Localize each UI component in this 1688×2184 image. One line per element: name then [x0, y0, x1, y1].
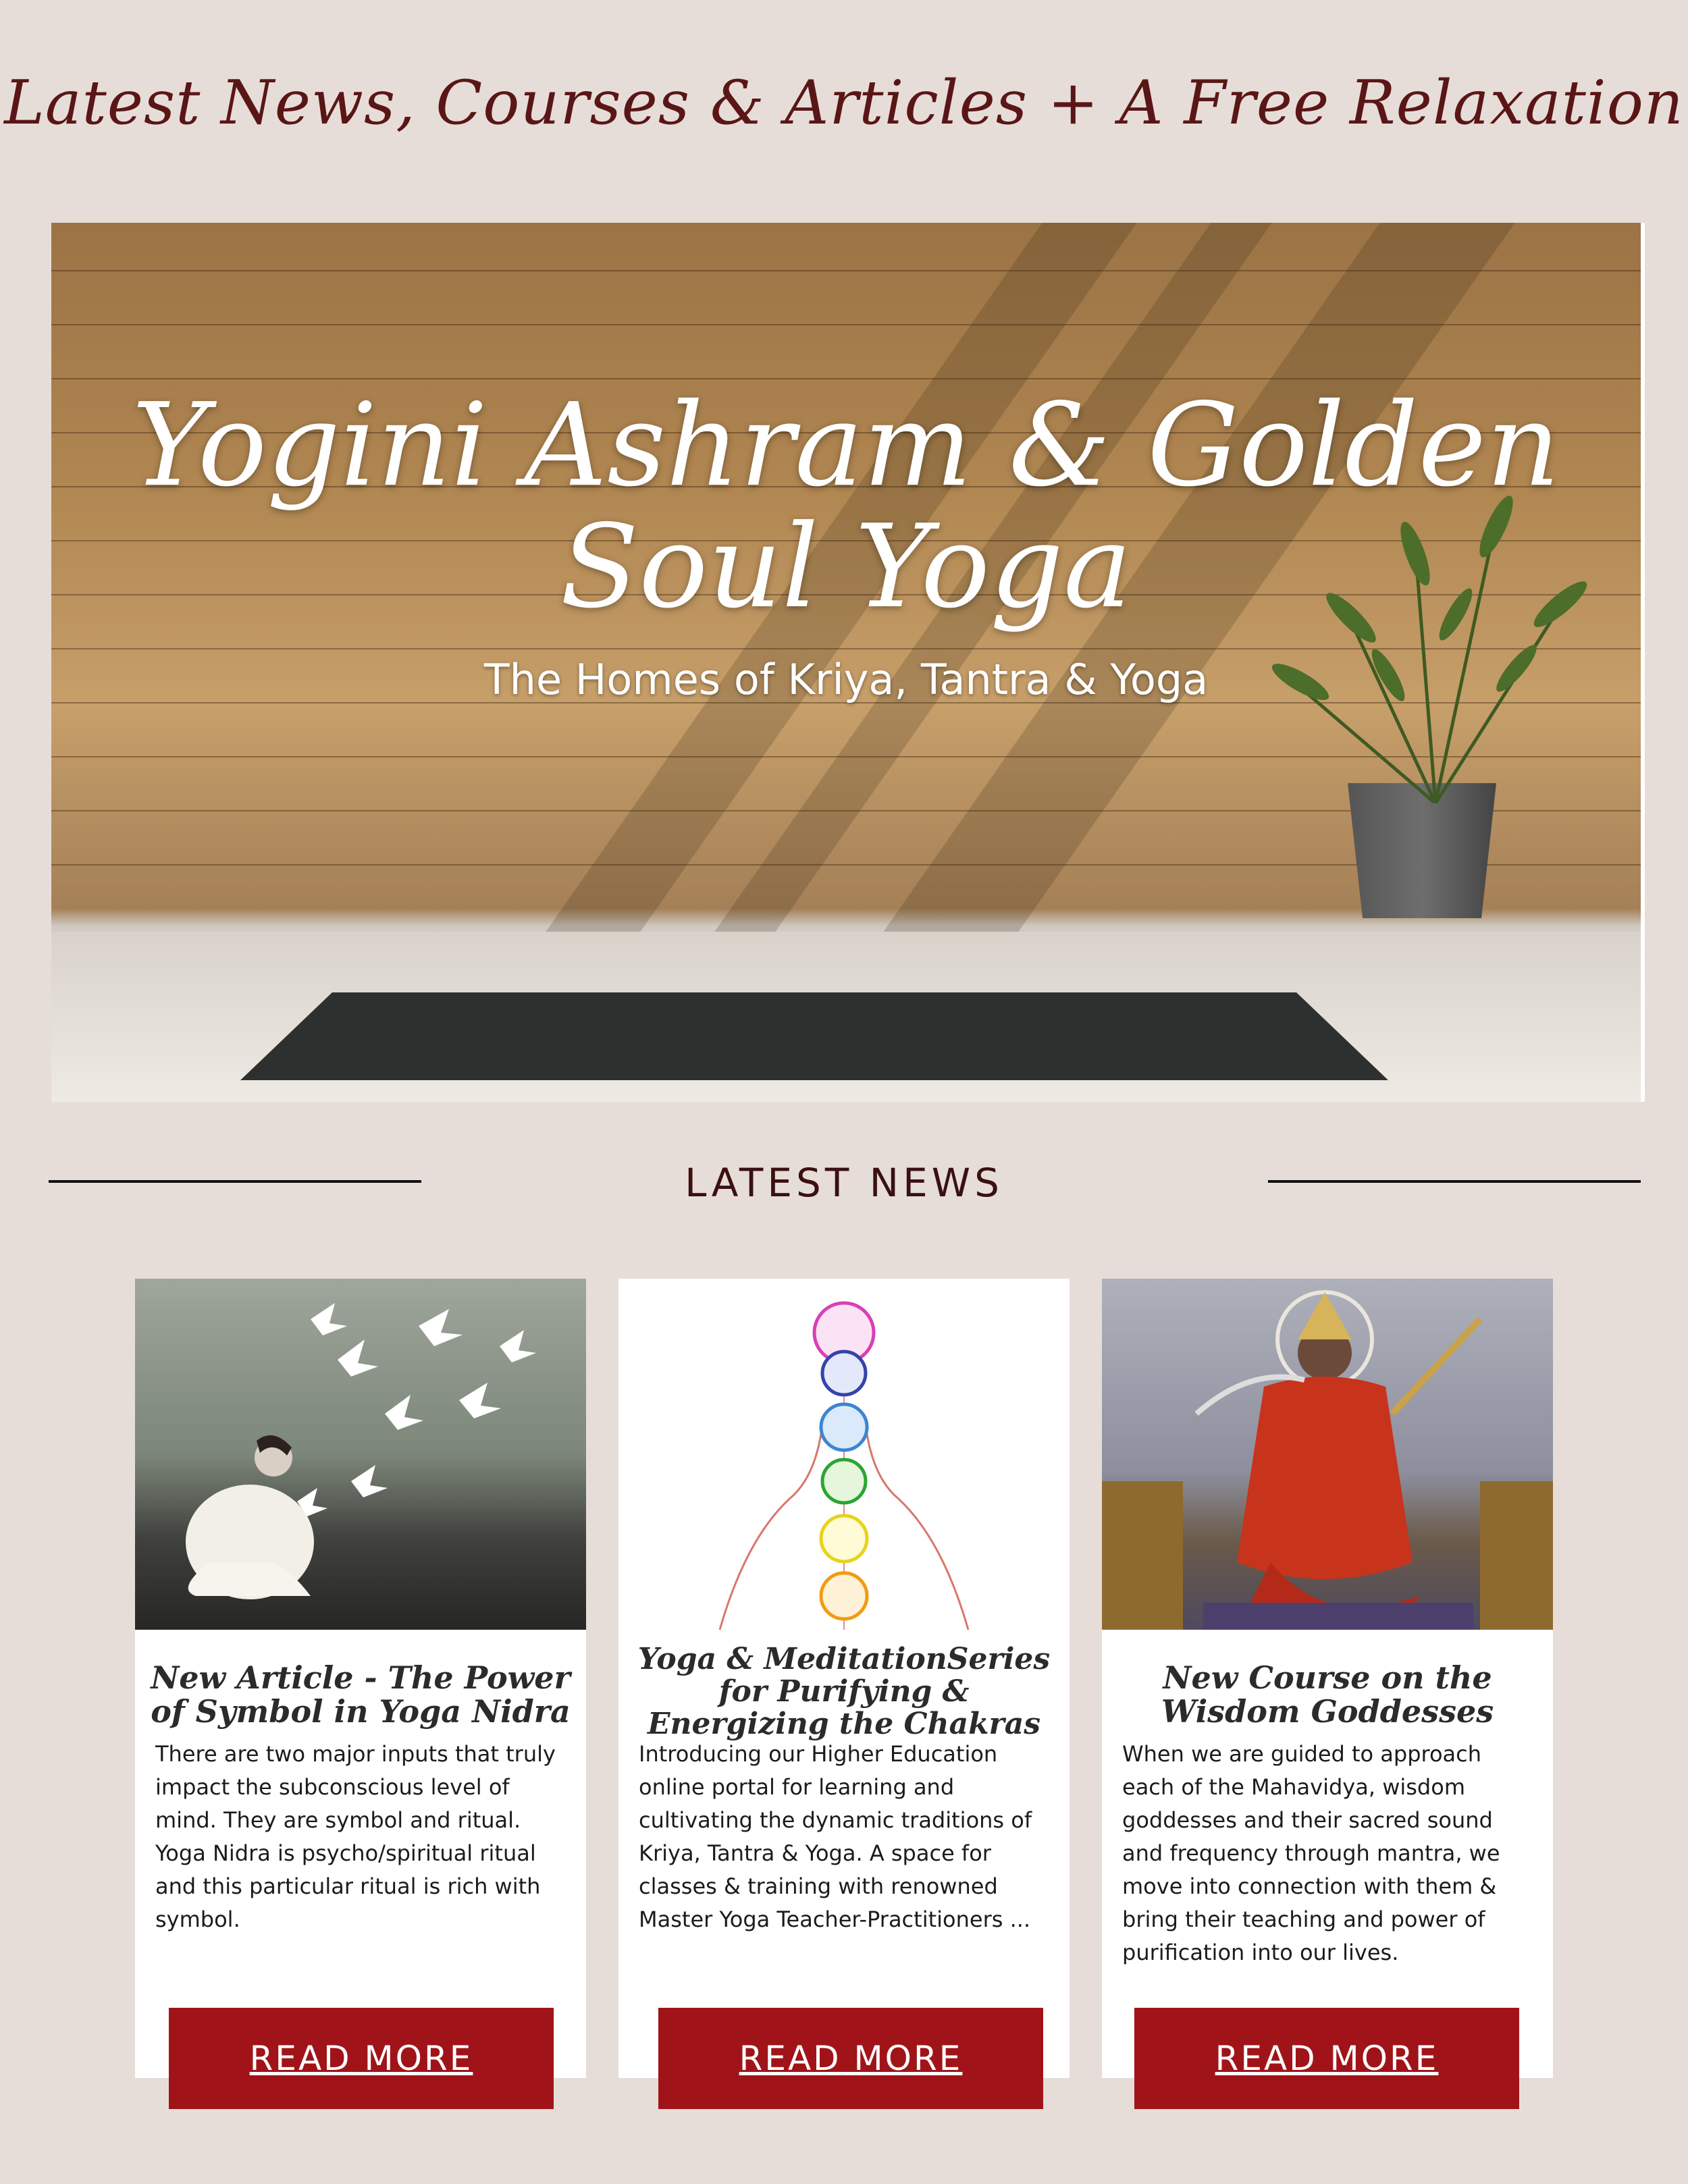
hero-title	[51, 379, 1641, 634]
card-title: New Article - The Power of Symbol in Yoga Nidra	[151, 1659, 571, 1730]
article-image[interactable]	[1102, 1279, 1553, 1630]
news-card	[618, 1279, 1070, 2078]
goddess-painting	[1102, 1279, 1553, 1630]
chakra-body-diagram	[618, 1279, 1070, 1630]
page-headline: Latest News, Courses & Articles + A Free Relaxation	[4, 68, 1684, 138]
yoga-mat-image	[240, 992, 1388, 1080]
section-title-latest-news: LATEST NEWS	[685, 1160, 1003, 1206]
hero-subtitle: The Homes of Kriya, Tantra & Yoga	[483, 655, 1209, 704]
read-more-button[interactable]: READ MORE	[1134, 2008, 1519, 2109]
news-card	[135, 1279, 586, 2078]
hero-banner	[51, 223, 1645, 1102]
read-more-button[interactable]: READ MORE	[658, 2008, 1043, 2109]
card-title: Yoga & MeditationSeries for Purifying & Energizing the Chakras	[637, 1642, 1051, 1741]
article-image[interactable]	[618, 1279, 1070, 1630]
card-title: New Course on the Wisdom Goddesses	[1161, 1659, 1494, 1730]
plant-pot-image	[1348, 783, 1496, 918]
card-body: There are two major inputs that truly impact the subconscious level of mind. They are symbol and ritual. Yoga Nidra is psycho/spiritual ritual and this particular ritual is rich with symbol.	[155, 1741, 556, 1932]
read-more-button[interactable]: READ MORE	[169, 2008, 554, 2109]
card-body: Introducing our Higher Education online portal for learning and cultivating the dynamic traditions of Kriya, Tantra & Yoga. A space for classes & training with renowned Master Yoga Teacher-Practitioners ...	[639, 1741, 1032, 1932]
article-image[interactable]	[135, 1279, 586, 1630]
card-body: When we are guided to approach each of the Mahavidya, wisdom goddesses and their sacred sound and frequency through mantra, we move into connection with them & bring their teaching and power of purification into our lives.	[1122, 1741, 1500, 1965]
hero-title-line2: Soul Yoga	[560, 500, 1132, 634]
news-card	[1102, 1279, 1553, 2078]
hero-title-line1: Yogini Ashram & Golden	[132, 379, 1560, 512]
dove-woman-illustration	[135, 1279, 586, 1630]
